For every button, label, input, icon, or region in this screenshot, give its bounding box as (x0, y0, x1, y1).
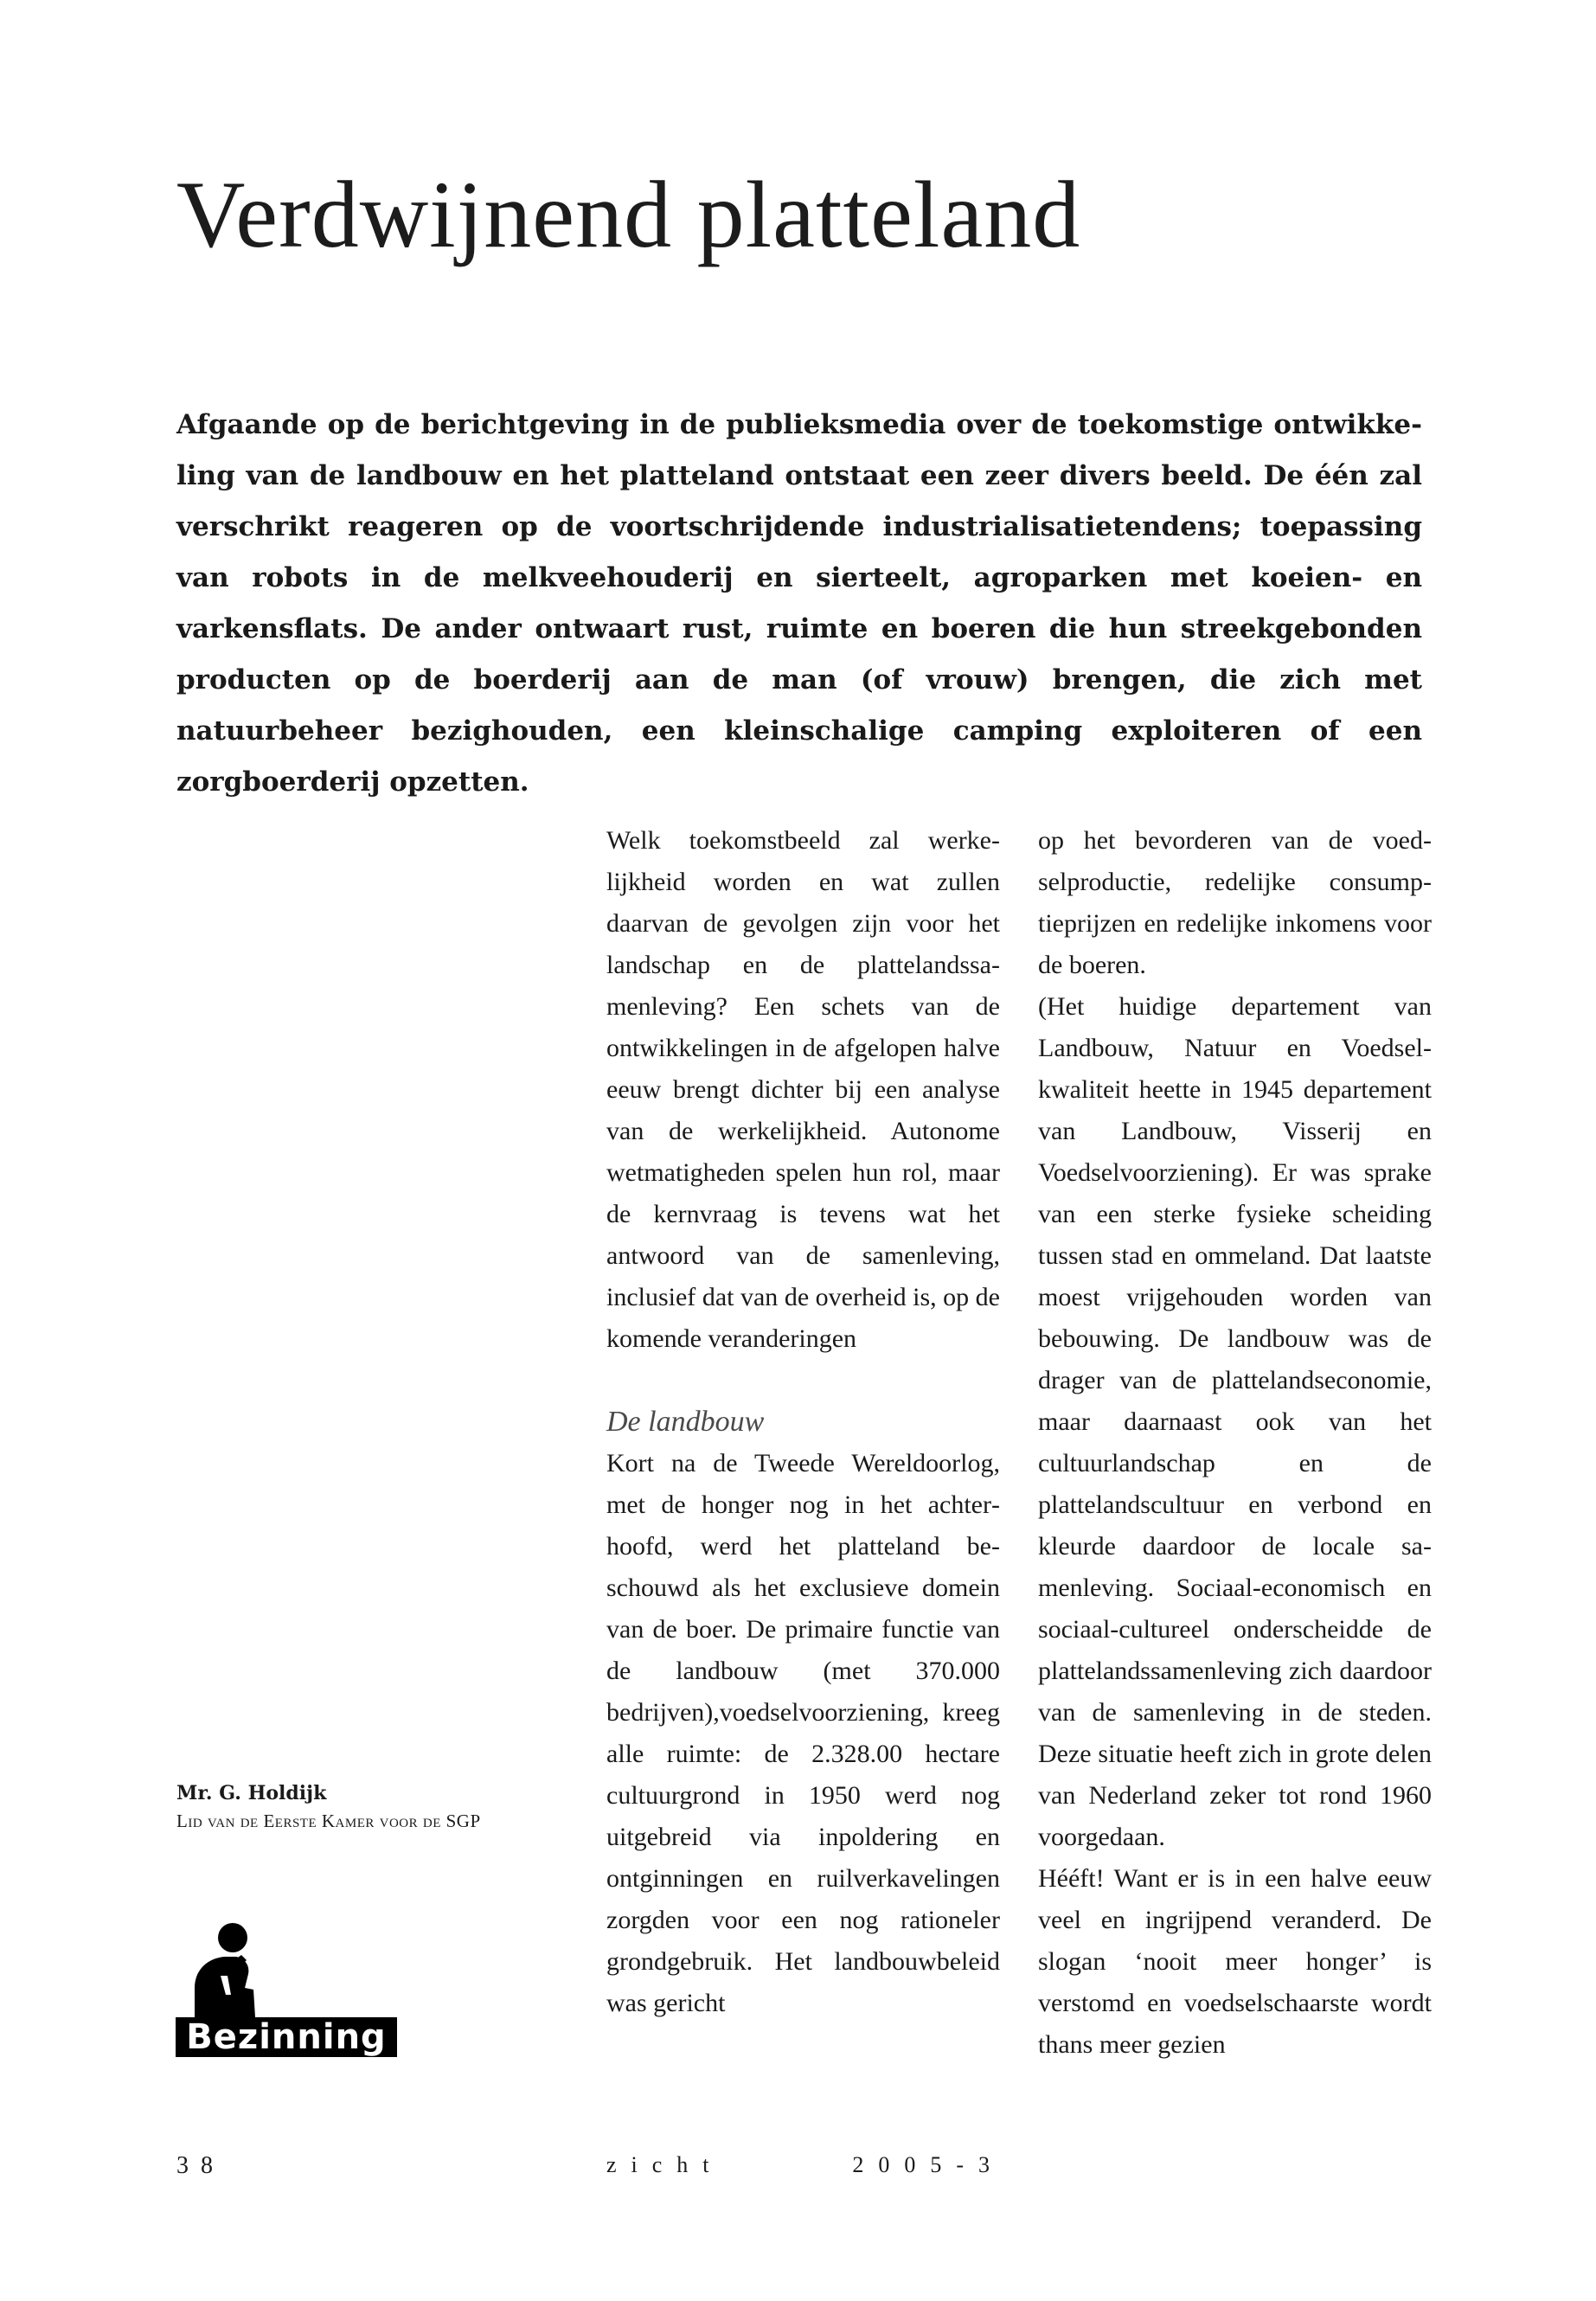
article-title: Verdwijnend platteland (176, 162, 1081, 267)
author-name: Mr. G. Holdijk (176, 1782, 327, 1804)
paragraph-2: (Het huidige departement van Landbouw, Natuur en Voedselkwaliteit heette in 1945 departement van Landbouw, Visserij en Voedselvoorziening). Er was sprake van een sterke fysieke scheiding tussen stad en ommeland. Dat laatste moest vrijgehouden worden van bebouwing. De landbouw was de drager van de plattelandseconomie, maar daarnaast ook van het cultuurlandschap en de plattelandscultuur en verbond en kleurde daardoor de locale samenleving. Sociaal-economisch en sociaal-cultureel onderscheidde de plattelandssamenleving zich daardoor van de samenleving in de steden. Deze situatie heeft zich in grote delen van Nederland zeker tot rond 1960 voorgedaan. (1038, 992, 1432, 1851)
section-heading: De landbouw (606, 1406, 765, 1438)
section-paragraph: Kort na de Tweede Wereldoorlog, met de honger nog in het achterhoofd, werd het platteland beschouwd als het exclusieve domein van de boer. De primaire functie van de landbouw (met 370.000 bedrijven),voedselvoorziening, kreeg alle ruimte: de 2.328.00 hectare cultuurgrond in 1950 werd nog uitgebreid via inpoldering en ontginningen en ruilverkavelingen zorgden voor een nog rationeler grondgebruik. Het landbouwbeleid was gericht (606, 1449, 1000, 2017)
author-role: Lid van de Eerste Kamer voor de SGP (176, 1811, 481, 1831)
bezinning-logo (176, 1920, 397, 2059)
paragraph-3: Hééft! Want er is in een halve eeuw veel en ingrijpend veranderd. De slogan ‘nooit meer honger’ is verstomd en voedselschaarste wordt thans meer gezien (1038, 1864, 1432, 2059)
paragraph-1: op het bevorderen van de voedselproductie, redelijke consumptieprijzen en redelijke inkomens voor de boeren. (1038, 826, 1432, 979)
article-lead: Afgaande op de berichtgeving in de publieksmedia over de toekomstige ontwikkeling van de landbouw en het platteland ontstaat een zeer divers beeld. De één zal verschrikt reageren op de voortschrijdende industrialisatietendens; toepassing van robots in de melkveehouderij en sierteelt, agroparken met koeien- en varkensflats. De ander ontwaart rust, ruimte en boeren die hun streekgebonden producten op de boerderij aan de man (of vrouw) brengen, die zich met natuurbeheer bezighouden, een kleinschalige camping exploiteren of een zorgboerderij opzetten. (176, 409, 1422, 798)
intro-paragraph: Welk toekomstbeeld zal werkelijkheid worden en wat zullen daarvan de gevolgen zijn voor het landschap en de plattelandssamenleving? Een schets van de ontwikkelingen in de afgelopen halve eeuw brengt dichter bij een analyse van de werkelijkheid. Autonome wetmatigheden spelen hun rol, maar de kernvraag is tevens wat het antwoord van de samenleving, inclusief dat van de overheid is, op de komende veranderingen (606, 826, 1000, 1353)
page-number: 38 (176, 2152, 225, 2179)
magazine-name: zicht (606, 2152, 724, 2177)
running-footer (606, 2152, 1004, 2178)
logo-label: Bezinning (176, 2017, 397, 2057)
issue-number: 2005-3 (852, 2152, 1004, 2177)
body-column-2 (1038, 820, 1432, 2066)
body-column-1 (606, 820, 1000, 2024)
author-block (176, 1779, 557, 1834)
